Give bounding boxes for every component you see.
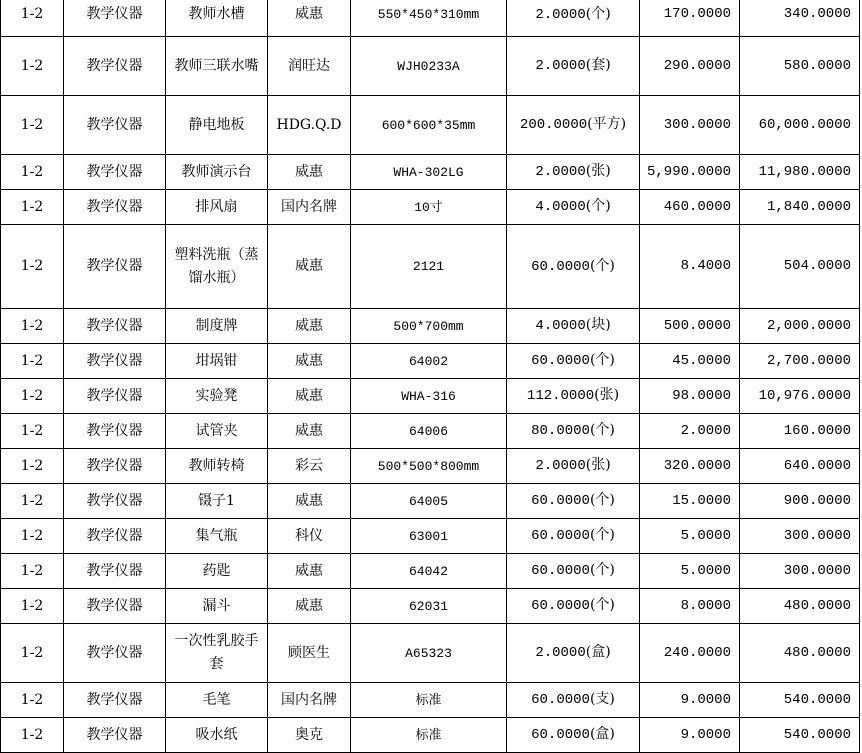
- table-row: [1, 190, 860, 225]
- total-cell: 1,840.0000: [740, 190, 860, 225]
- total-cell: 2,700.0000: [740, 344, 860, 379]
- quantity-value: 2.0000: [535, 458, 586, 474]
- quantity-cell: [507, 624, 640, 683]
- unit-price-cell: 320.0000: [640, 449, 740, 484]
- brand-cell: 威惠: [268, 379, 351, 414]
- quantity-unit: (个): [589, 492, 615, 508]
- model-cell: WJH0233A: [351, 37, 507, 96]
- category-cell: 教学仪器: [64, 37, 166, 96]
- quantity-cell: [507, 37, 640, 96]
- quantity-value: 60.0000: [531, 598, 590, 614]
- category-cell: 教学仪器: [64, 718, 166, 753]
- quantity-value: 200.0000: [519, 117, 588, 133]
- quantity-cell: [507, 449, 640, 484]
- brand-cell: 国内名牌: [268, 190, 351, 225]
- category-cell: 教学仪器: [64, 225, 166, 309]
- brand-cell: 顾医生: [268, 624, 351, 683]
- table-row: [1, 683, 860, 718]
- model-cell: 550*450*310mm: [351, 0, 507, 37]
- quantity-cell: [507, 484, 640, 519]
- item-id-cell: 1-2: [1, 519, 64, 554]
- category-cell: 教学仪器: [64, 683, 166, 718]
- brand-cell: 威惠: [268, 554, 351, 589]
- item-id-cell: 1-2: [1, 414, 64, 449]
- model-cell: WHA-302LG: [351, 155, 507, 190]
- category-cell: 教学仪器: [64, 484, 166, 519]
- table-row: [1, 37, 860, 96]
- brand-cell: 威惠: [268, 484, 351, 519]
- total-cell: 540.0000: [740, 718, 860, 753]
- item-name-cell: 集气瓶: [166, 519, 268, 554]
- item-id-cell: 1-2: [1, 344, 64, 379]
- table-row: [1, 379, 860, 414]
- quantity-unit: (个): [589, 257, 615, 274]
- item-id-cell: 1-2: [1, 484, 64, 519]
- quantity-value: 60.0000: [531, 727, 590, 743]
- category-cell: 教学仪器: [64, 624, 166, 683]
- table-row: [1, 718, 860, 753]
- unit-price-cell: 8.0000: [640, 589, 740, 624]
- table-row: [1, 554, 860, 589]
- category-cell: 教学仪器: [64, 190, 166, 225]
- brand-cell: 威惠: [268, 589, 351, 624]
- model-cell: 64002: [351, 344, 507, 379]
- quantity-unit: (个): [585, 198, 611, 214]
- brand-cell: 国内名牌: [268, 683, 351, 718]
- brand-cell: 威惠: [268, 344, 351, 379]
- quantity-unit: (个): [589, 352, 615, 368]
- brand-cell: 科仪: [268, 519, 351, 554]
- model-cell: 500*500*800mm: [351, 449, 507, 484]
- quantity-value: 60.0000: [531, 563, 590, 579]
- unit-price-cell: 5.0000: [640, 519, 740, 554]
- quantity-unit: (盒): [585, 644, 611, 660]
- quantity-unit: (块): [585, 317, 611, 333]
- quantity-cell: [507, 519, 640, 554]
- quantity-value: 60.0000: [531, 258, 590, 275]
- item-name-cell: 教师转椅: [166, 449, 268, 484]
- model-cell: 62031: [351, 589, 507, 624]
- category-cell: 教学仪器: [64, 554, 166, 589]
- item-id-cell: 1-2: [1, 589, 64, 624]
- table-row: [1, 225, 860, 309]
- item-name-cell: 制度牌: [166, 309, 268, 344]
- item-id-cell: 1-2: [1, 624, 64, 683]
- unit-price-cell: 45.0000: [640, 344, 740, 379]
- total-cell: 10,976.0000: [740, 379, 860, 414]
- quantity-value: 4.0000: [535, 199, 586, 215]
- model-cell: 64042: [351, 554, 507, 589]
- total-cell: 900.0000: [740, 484, 860, 519]
- category-cell: 教学仪器: [64, 309, 166, 344]
- unit-price-cell: 2.0000: [640, 414, 740, 449]
- quantity-value: 2.0000: [535, 6, 586, 23]
- quantity-value: 4.0000: [535, 318, 586, 334]
- table-row: [1, 309, 860, 344]
- quantity-cell: [507, 718, 640, 753]
- quantity-unit: (个): [589, 422, 615, 438]
- item-name-cell: 实验凳: [166, 379, 268, 414]
- unit-price-cell: 5,990.0000: [640, 155, 740, 190]
- unit-price-cell: 290.0000: [640, 37, 740, 96]
- brand-cell: 彩云: [268, 449, 351, 484]
- quantity-unit: (个): [589, 527, 615, 543]
- total-cell: 300.0000: [740, 554, 860, 589]
- quantity-unit: (套): [585, 57, 611, 73]
- quantity-cell: [507, 589, 640, 624]
- model-cell: 标准: [351, 718, 507, 753]
- item-name-cell: 吸水纸: [166, 718, 268, 753]
- item-id-cell: 1-2: [1, 0, 64, 37]
- item-id-cell: 1-2: [1, 379, 64, 414]
- quantity-cell: [507, 155, 640, 190]
- quantity-cell: [507, 96, 640, 155]
- category-cell: 教学仪器: [64, 379, 166, 414]
- total-cell: 160.0000: [740, 414, 860, 449]
- quantity-cell: [507, 309, 640, 344]
- quantity-cell: [507, 414, 640, 449]
- item-name-cell: 教师水槽: [166, 0, 268, 37]
- unit-price-cell: 8.4000: [640, 225, 740, 309]
- total-cell: 300.0000: [740, 519, 860, 554]
- model-cell: 10寸: [351, 190, 507, 225]
- quantity-cell: [507, 683, 640, 718]
- item-name-cell: 塑料洗瓶（蒸馏水瓶）: [166, 225, 268, 309]
- item-id-cell: 1-2: [1, 554, 64, 589]
- quantity-cell: [507, 554, 640, 589]
- unit-price-cell: 500.0000: [640, 309, 740, 344]
- table-row: [1, 589, 860, 624]
- quantity-unit: (盒): [589, 726, 615, 742]
- model-cell: A65323: [351, 624, 507, 683]
- total-cell: 340.0000: [740, 0, 860, 37]
- table-row: [1, 484, 860, 519]
- quantity-unit: (个): [585, 5, 611, 22]
- brand-cell: 威惠: [268, 225, 351, 309]
- category-cell: 教学仪器: [64, 155, 166, 190]
- table-row: [1, 624, 860, 683]
- model-cell: 64005: [351, 484, 507, 519]
- unit-price-cell: 300.0000: [640, 96, 740, 155]
- brand-cell: 威惠: [268, 0, 351, 37]
- model-cell: 600*600*35mm: [351, 96, 507, 155]
- item-name-cell: 排风扇: [166, 190, 268, 225]
- quantity-unit: (张): [594, 387, 620, 403]
- category-cell: 教学仪器: [64, 589, 166, 624]
- unit-price-cell: 15.0000: [640, 484, 740, 519]
- quantity-unit: (个): [589, 562, 615, 578]
- table-row: [1, 96, 860, 155]
- quantity-unit: (个): [589, 597, 615, 613]
- item-name-cell: 毛笔: [166, 683, 268, 718]
- total-cell: 11,980.0000: [740, 155, 860, 190]
- quantity-unit: (张): [585, 457, 611, 473]
- quantity-value: 60.0000: [531, 493, 590, 509]
- total-cell: 540.0000: [740, 683, 860, 718]
- total-cell: 2,000.0000: [740, 309, 860, 344]
- model-cell: WHA-316: [351, 379, 507, 414]
- unit-price-cell: 98.0000: [640, 379, 740, 414]
- table-row: [1, 519, 860, 554]
- quantity-cell: [507, 379, 640, 414]
- model-cell: 2121: [351, 225, 507, 309]
- item-name-cell: 镊子1: [166, 484, 268, 519]
- item-id-cell: 1-2: [1, 309, 64, 344]
- quantity-value: 2.0000: [535, 645, 586, 661]
- quantity-value: 2.0000: [535, 58, 586, 74]
- brand-cell: 威惠: [268, 414, 351, 449]
- total-cell: 504.0000: [740, 225, 860, 309]
- model-cell: 500*700mm: [351, 309, 507, 344]
- brand-cell: 奥克: [268, 718, 351, 753]
- item-id-cell: 1-2: [1, 718, 64, 753]
- item-id-cell: 1-2: [1, 225, 64, 309]
- item-name-cell: 药匙: [166, 554, 268, 589]
- quantity-value: 2.0000: [535, 164, 586, 180]
- item-name-cell: 坩埚钳: [166, 344, 268, 379]
- quantity-cell: [507, 225, 640, 309]
- table-row: [1, 0, 860, 37]
- model-cell: 63001: [351, 519, 507, 554]
- brand-cell: 威惠: [268, 309, 351, 344]
- total-cell: 60,000.0000: [740, 96, 860, 155]
- item-id-cell: 1-2: [1, 683, 64, 718]
- item-id-cell: 1-2: [1, 190, 64, 225]
- total-cell: 480.0000: [740, 624, 860, 683]
- unit-price-cell: 170.0000: [640, 0, 740, 37]
- item-id-cell: 1-2: [1, 96, 64, 155]
- item-id-cell: 1-2: [1, 37, 64, 96]
- quantity-value: 60.0000: [531, 528, 590, 544]
- total-cell: 580.0000: [740, 37, 860, 96]
- category-cell: 教学仪器: [64, 449, 166, 484]
- table-row: [1, 344, 860, 379]
- quantity-value: 60.0000: [531, 353, 590, 369]
- total-cell: 480.0000: [740, 589, 860, 624]
- table-row: [1, 155, 860, 190]
- quantity-value: 112.0000: [526, 388, 595, 404]
- item-id-cell: 1-2: [1, 155, 64, 190]
- brand-cell: 润旺达: [268, 37, 351, 96]
- quantity-cell: [507, 190, 640, 225]
- item-name-cell: 静电地板: [166, 96, 268, 155]
- unit-price-cell: 460.0000: [640, 190, 740, 225]
- unit-price-cell: 9.0000: [640, 683, 740, 718]
- total-cell: 640.0000: [740, 449, 860, 484]
- quantity-value: 80.0000: [531, 423, 590, 439]
- unit-price-cell: 240.0000: [640, 624, 740, 683]
- category-cell: 教学仪器: [64, 96, 166, 155]
- model-cell: 标准: [351, 683, 507, 718]
- category-cell: 教学仪器: [64, 344, 166, 379]
- model-cell: 64006: [351, 414, 507, 449]
- brand-cell: HDG.Q.D: [268, 96, 351, 155]
- quantity-unit: (张): [585, 163, 611, 179]
- quantity-unit: (平方): [587, 116, 627, 132]
- item-name-cell: 一次性乳胶手套: [166, 624, 268, 683]
- category-cell: 教学仪器: [64, 414, 166, 449]
- item-name-cell: 教师演示台: [166, 155, 268, 190]
- quantity-cell: [507, 344, 640, 379]
- item-id-cell: 1-2: [1, 449, 64, 484]
- unit-price-cell: 5.0000: [640, 554, 740, 589]
- item-name-cell: 漏斗: [166, 589, 268, 624]
- item-name-cell: 试管夹: [166, 414, 268, 449]
- table-row: [1, 449, 860, 484]
- quantity-value: 60.0000: [531, 692, 590, 708]
- unit-price-cell: 9.0000: [640, 718, 740, 753]
- quantity-cell: [507, 0, 640, 37]
- item-name-cell: 教师三联水嘴: [166, 37, 268, 96]
- table-row: [1, 414, 860, 449]
- brand-cell: 威惠: [268, 155, 351, 190]
- category-cell: 教学仪器: [64, 519, 166, 554]
- table-body: [1, 0, 860, 753]
- quantity-unit: (支): [589, 691, 615, 707]
- category-cell: 教学仪器: [64, 0, 166, 37]
